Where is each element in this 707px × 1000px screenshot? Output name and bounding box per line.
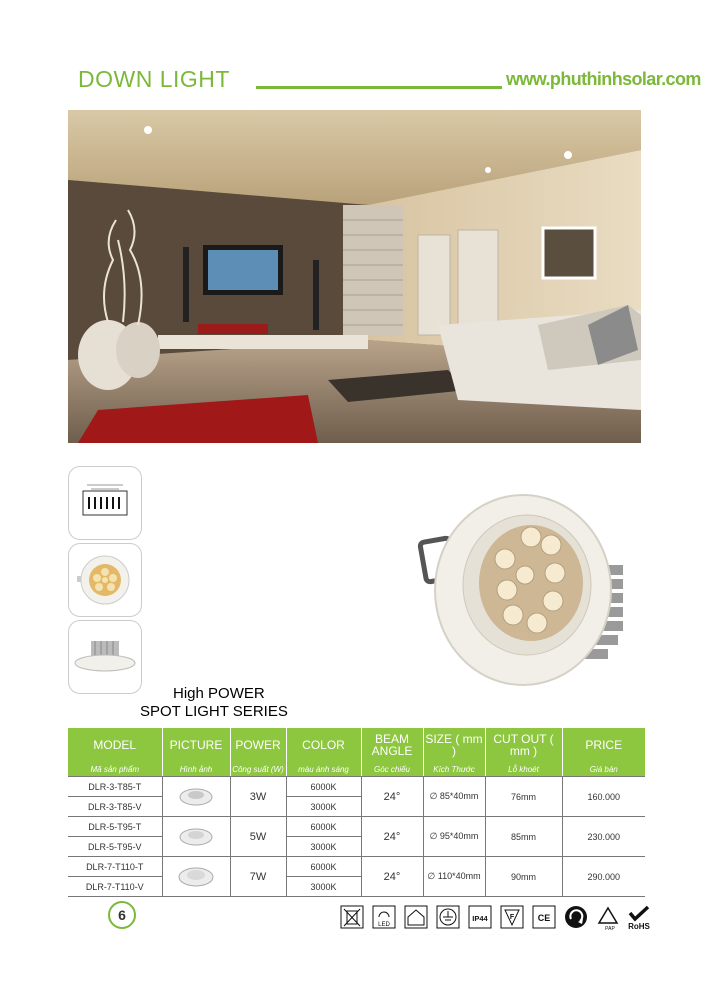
col-header-cutout: CUT OUT ( mm ) [485, 728, 562, 762]
class-i-ground-icon [436, 905, 460, 931]
price-cell: 290.000 [562, 857, 645, 897]
power-cell: 5W [230, 817, 286, 857]
price-cell: 160.000 [562, 777, 645, 817]
dimension-drawing-icon [69, 467, 141, 539]
ip44-badge-icon [468, 905, 492, 931]
color-cell: 6000K [286, 857, 361, 877]
spec-table [68, 728, 645, 897]
series-title [140, 685, 288, 721]
table-row [68, 777, 645, 797]
model-cell: DLR-3-T85-T [68, 777, 162, 797]
col-header-model: MODEL [68, 728, 162, 762]
picture-cell [162, 817, 230, 857]
f-mark-icon [500, 905, 524, 931]
color-cell: 3000K [286, 837, 361, 857]
col-header-picture: PICTURE [162, 728, 230, 762]
col-sub-power: Công suất (W) [230, 762, 286, 777]
size-cell: ∅ 85*40mm [423, 777, 485, 817]
table-row [68, 817, 645, 837]
downlight-side-icon [69, 621, 141, 693]
downlight-thumb-icon [176, 863, 216, 889]
svg-text:RoHS: RoHS [628, 922, 650, 931]
model-cell: DLR-5-T95-T [68, 817, 162, 837]
svg-text:LED: LED [378, 922, 390, 928]
col-sub-beam-angle: Góc chiếu [361, 762, 423, 777]
led-icon [372, 905, 396, 931]
svg-text:CE: CE [537, 913, 551, 923]
col-header-color: COLOR [286, 728, 361, 762]
cutout-cell: 76mm [485, 777, 562, 817]
downlight-front-icon [69, 544, 141, 616]
col-header-power: POWER [230, 728, 286, 762]
power-cell: 3W [230, 777, 286, 817]
led-spotlight-icon [405, 465, 645, 705]
product-image [405, 465, 645, 705]
color-cell: 6000K [286, 777, 361, 797]
picture-cell [162, 857, 230, 897]
rohs-check-icon [624, 905, 654, 931]
power-cell: 7W [230, 857, 286, 897]
col-header-beam-angle: BEAM ANGLE [361, 728, 423, 762]
cutout-cell: 90mm [485, 857, 562, 897]
color-cell: 6000K [286, 817, 361, 837]
website-link[interactable]: www.phuthinhsolar.com [506, 69, 701, 89]
dimension-drawing-thumbnail[interactable] [68, 466, 142, 540]
page-number: 6 [108, 901, 136, 929]
color-cell: 3000K [286, 877, 361, 897]
beam-cell: 24° [361, 777, 423, 817]
downlight-thumb-icon [176, 823, 216, 849]
model-cell: DLR-3-T85-V [68, 797, 162, 817]
cutout-cell: 85mm [485, 817, 562, 857]
col-header-size: SIZE ( mm ) [423, 728, 485, 762]
col-sub-cutout: Lỗ khoét [485, 762, 562, 777]
svg-text:F: F [509, 914, 515, 921]
model-cell: DLR-5-T95-V [68, 837, 162, 857]
svg-text:IP44: IP44 [472, 914, 488, 923]
col-sub-model: Mã sản phẩm [68, 762, 162, 777]
color-cell: 3000K [286, 797, 361, 817]
downlight-front-thumbnail[interactable] [68, 543, 142, 617]
size-cell: ∅ 110*40mm [423, 857, 485, 897]
table-row [68, 857, 645, 877]
indoor-house-icon [404, 905, 428, 931]
col-sub-size: Kích Thước [423, 762, 485, 777]
series-line-2: SPOT LIGHT SERIES [140, 703, 288, 720]
series-line-1: High POWER [173, 685, 265, 702]
svg-text:PAP: PAP [605, 926, 615, 931]
green-recycle-icon [564, 905, 588, 931]
header-divider [256, 86, 502, 89]
col-sub-color: màu ánh sáng [286, 762, 361, 777]
beam-cell: 24° [361, 817, 423, 857]
weee-bin-icon [340, 905, 364, 931]
ce-mark-icon [532, 905, 556, 931]
col-sub-price: Giá bán [562, 762, 645, 777]
size-cell: ∅ 95*40mm [423, 817, 485, 857]
downlight-thumb-icon [176, 783, 216, 809]
model-cell: DLR-7-T110-T [68, 857, 162, 877]
price-cell: 230.000 [562, 817, 645, 857]
beam-cell: 24° [361, 857, 423, 897]
page-title: DOWN LIGHT [78, 66, 230, 92]
col-sub-picture: Hình ảnh [162, 762, 230, 777]
col-header-price: PRICE [562, 728, 645, 762]
picture-cell [162, 777, 230, 817]
pap-recycle-icon [596, 905, 620, 931]
downlight-side-thumbnail[interactable] [68, 620, 142, 694]
model-cell: DLR-7-T110-V [68, 877, 162, 897]
living-room-photo [68, 110, 641, 443]
